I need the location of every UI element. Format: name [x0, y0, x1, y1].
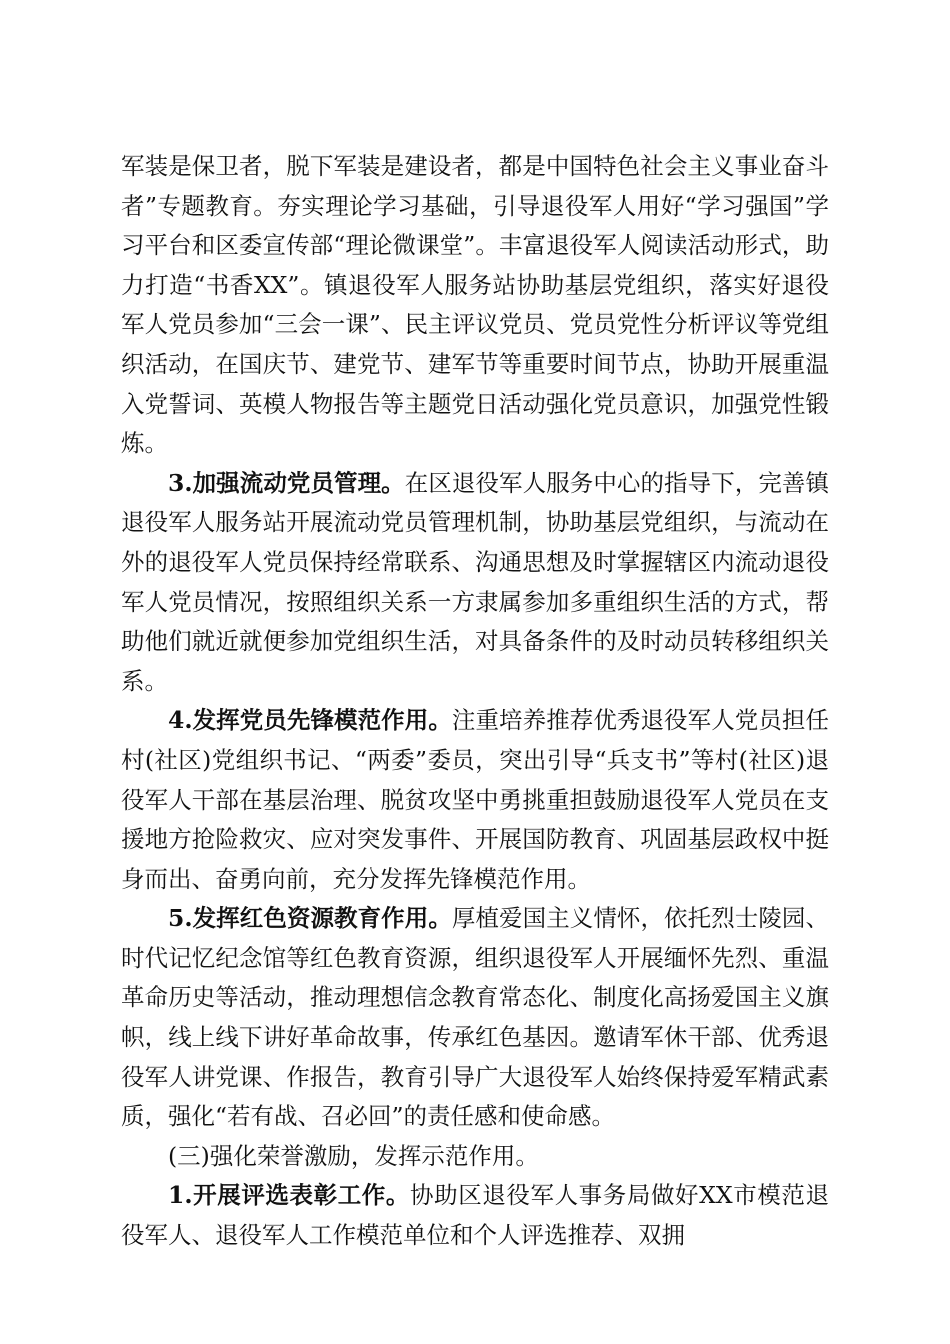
paragraph-6-text: 协助区退役军人事务局做好XX市模范退役军人、退役军人工作模范单位和个人评选推荐、双拥: [121, 1181, 829, 1250]
section-heading-3-text: (三)强化荣誉激励，发挥示范作用。: [168, 1141, 539, 1170]
paragraph-6: [121, 1176, 829, 1255]
document-body: [121, 147, 829, 1256]
paragraph-3-heading: 4.发挥党员先锋模范作用。: [168, 706, 452, 735]
paragraph-3-text: 注重培养推荐优秀退役军人党员担任村(社区)党组织书记、“两委”委员，突出引导“兵支书”等村(社区)退役军人干部在基层治理、脱贫攻坚中勇挑重担鼓励退役军人党员在支援地方抢险救灾、应对突发事件、开展国防教育、巩固基层政权中挺身而出、奋勇向前，充分发挥先锋模范作用。: [121, 706, 829, 893]
paragraph-1: [121, 147, 829, 464]
paragraph-2-heading: 3.加强流动党员管理。: [168, 468, 405, 497]
paragraph-2: [121, 464, 829, 702]
paragraph-4: [121, 899, 829, 1137]
paragraph-2-text: 在区退役军人服务中心的指导下，完善镇退役军人服务站开展流动党员管理机制，协助基层党组织，与流动在外的退役军人党员保持经常联系、沟通思想及时掌握辖区内流动退役军人党员情况，按照组织关系一方隶属参加多重组织生活的方式，帮助他们就近就便参加党组织生活，对具备条件的及时动员转移组织关系。: [121, 468, 829, 695]
paragraph-4-heading: 5.发挥红色资源教育作用。: [168, 904, 452, 933]
paragraph-6-heading: 1.开展评选表彰工作。: [168, 1181, 410, 1210]
paragraph-3: [121, 701, 829, 899]
paragraph-1-text: 军装是保卫者，脱下军装是建设者，都是中国特色社会主义事业奋斗者”专题教育。夯实理论学习基础，引导退役军人用好“学习强国”学习平台和区委宣传部“理论微课堂”。丰富退役军人阅读活动形式，助力打造“书香XX”。镇退役军人服务站协助基层党组织，落实好退役军人党员参加“三会一课”、民主评议党员、党员党性分析评议等党组织活动，在国庆节、建党节、建军节等重要时间节点，协助开展重温入党誓词、英模人物报告等主题党日活动强化党员意识，加强党性锻炼。: [121, 152, 829, 458]
paragraph-4-text: 厚植爱国主义情怀，依托烈士陵园、时代记忆纪念馆等红色教育资源，组织退役军人开展缅怀先烈、重温革命历史等活动，推动理想信念教育常态化、制度化高扬爱国主义旗帜，线上线下讲好革命故事，传承红色基因。邀请军休干部、优秀退役军人讲党课、作报告，教育引导广大退役军人始终保持爱军精武素质，强化“若有战、召必回”的责任感和使命感。: [121, 904, 829, 1131]
section-heading-3: [121, 1137, 829, 1177]
